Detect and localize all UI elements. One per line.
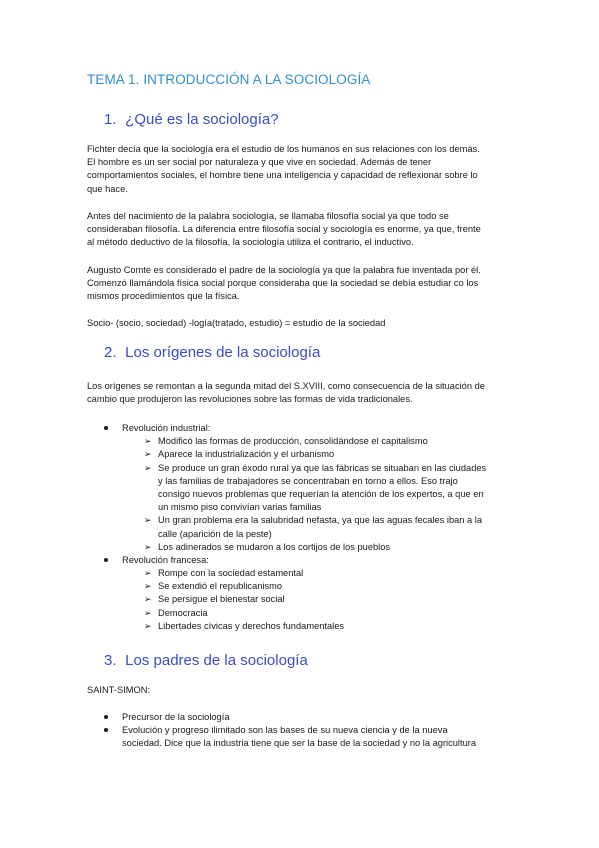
section-heading-3: [104, 652, 308, 669]
sublist-item: [144, 462, 524, 515]
bullet-icon: [104, 426, 108, 430]
text-line: Augusto Comte es considerado el padre de la sociología ya que la palabra fue inventada por él.: [87, 265, 481, 275]
section-title: Los padres de la sociología: [125, 652, 308, 669]
sublist-item: [144, 593, 524, 606]
text-line: consigo nuevos problemas que requerían la atención de los expertos, a que en: [158, 488, 484, 499]
arrow-bullet-icon: ➢: [144, 607, 152, 618]
text-line: El hombre es un ser social por naturaleza y que vive en sociedad. Además de tener: [87, 157, 432, 168]
arrow-bullet-icon: ➢: [144, 541, 152, 552]
text-line: Un gran problema era la salubridad nefasta, ya que las aguas fecales iban a la: [158, 515, 483, 526]
section-title: ¿Qué es la sociología?: [125, 111, 279, 128]
paragraph-origenes: [87, 380, 515, 406]
revolutions-list: [104, 422, 524, 633]
section-number: 3.: [104, 652, 117, 669]
sublist-item: [144, 435, 524, 448]
text-line: al método deductivo de la filosofía, la sociología utiliza el contrario, el inductivo.: [87, 237, 414, 248]
text-line: consideraban filosofía. La diferencia entre filosofía social y sociología es enorme, ya que, frente: [87, 224, 481, 235]
sublist-item: [144, 567, 524, 580]
text-line: comportamientos sociales, el hombre tiene una inteligencia y capacidad de reflexionar sobre lo: [87, 170, 478, 181]
saint-simon-list: [104, 711, 524, 751]
text-line: Democracia: [158, 607, 208, 618]
text-line: Antes del nacimiento de la palabra sociología, se llamaba filosofía social ya que todo se: [87, 211, 449, 221]
text-line: mismos procedimientos que la física.: [87, 291, 240, 302]
section-heading-1: [104, 111, 279, 128]
sublist-item: [144, 448, 524, 461]
text-line: Socio- (socio, sociedad) -logía(tratado, estudio) = estudio de la sociedad: [87, 318, 386, 328]
arrow-bullet-icon: ➢: [144, 594, 152, 605]
text-line: Evolución y progreso ilimitado son las bases de su nueva ciencia y de la nueva: [122, 725, 448, 736]
sublist-industrial: [144, 435, 524, 554]
arrow-bullet-icon: ➢: [144, 620, 152, 631]
sublist-item: [144, 607, 524, 620]
text-line: Rompe con la sociedad estamental: [158, 568, 304, 579]
bullet-icon: [104, 728, 108, 732]
text-line: cambio que produjeron las revoluciones sobre las formas de vida tradicionales.: [87, 394, 413, 405]
section-number: 2.: [104, 344, 117, 361]
list-item-revolucion-francesa: [104, 554, 524, 633]
section-heading-2: [104, 344, 320, 361]
document-title: TEMA 1. INTRODUCCIÓN A LA SOCIOLOGÍA: [87, 72, 371, 87]
sublist-item: [144, 514, 524, 540]
section-title: Los orígenes de la sociología: [125, 344, 321, 361]
text-line: Modificó las formas de producción, consolidándose el capitalismo: [158, 436, 428, 447]
list-item: [104, 711, 524, 724]
text-line: que hace.: [87, 183, 128, 194]
arrow-bullet-icon: ➢: [144, 581, 152, 592]
paragraph-etymology: [87, 317, 515, 330]
arrow-bullet-icon: ➢: [144, 568, 152, 579]
text-line: y las familias de trabajadores se concentraban en torno a ellos. Eso trajo: [158, 475, 458, 486]
text-line: Comenzó llamándola física social porque consideraba que la sociedad se debía estudiar co los: [87, 278, 479, 289]
sublist-item: [144, 580, 524, 593]
paragraph-comte: [87, 264, 515, 304]
sublist-item: [144, 541, 524, 554]
text-line: Los adinerados se mudaron a los cortijos de los pueblos: [158, 541, 391, 552]
saint-simon-label: [87, 684, 515, 697]
arrow-bullet-icon: ➢: [144, 449, 152, 460]
sublist-item: [144, 620, 524, 633]
section-number: 1.: [104, 111, 117, 128]
arrow-bullet-icon: ➢: [144, 462, 152, 473]
text-line: calle (aparición de la peste): [158, 528, 272, 539]
paragraph-filosofia-social: [87, 210, 515, 250]
text-line: Se persigue el bienestar social: [158, 594, 285, 605]
list-item: [104, 724, 524, 750]
text-line: Aparece la industrialización y el urbanismo: [158, 449, 335, 460]
text-line: Fichter decía que la sociología era el estudio de los humanos en sus relaciones con los demás.: [87, 144, 480, 154]
text-line: un mismo piso convivían varias familias: [158, 502, 322, 513]
text-line: SAINT-SIMON:: [87, 685, 151, 695]
text-line: Los orígenes se remontan a la segunda mitad del S.XVIII, como consecuencia de la situación de: [87, 381, 485, 391]
text-line: Precursor de la sociología: [122, 712, 230, 722]
arrow-bullet-icon: ➢: [144, 436, 152, 447]
text-line: sociedad. Dice que la industria tiene que ser la base de la sociedad y no la agricultura: [122, 738, 477, 749]
arrow-bullet-icon: ➢: [144, 515, 152, 526]
text-line: Libertades cívicas y derechos fundamentales: [158, 620, 345, 631]
text-line: Se extendió el republicanismo: [158, 581, 283, 592]
list-item-label: Revolución francesa:: [122, 554, 209, 565]
list-item-label: Revolución industrial:: [122, 423, 211, 433]
text-line: Se produce un gran éxodo rural ya que las fábricas se situaban en las ciudades: [158, 462, 487, 473]
bullet-icon: [104, 558, 108, 562]
bullet-icon: [104, 715, 108, 719]
sublist-francesa: [144, 567, 524, 633]
list-item-revolucion-industrial: [104, 422, 524, 554]
paragraph-fichter: [87, 143, 515, 196]
